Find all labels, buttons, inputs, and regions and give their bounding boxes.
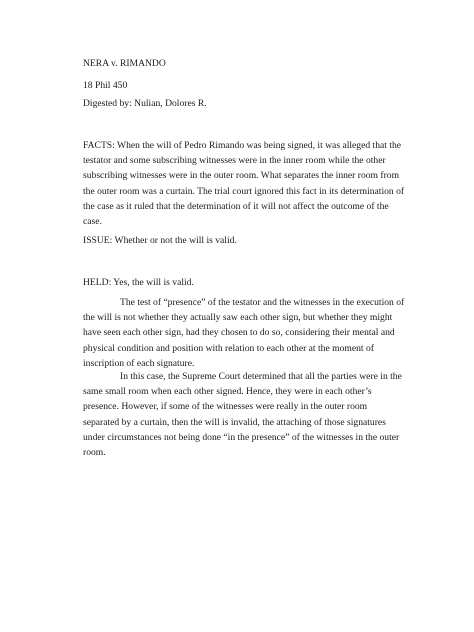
- case-citation: 18 Phil 450: [83, 80, 128, 91]
- issue-paragraph: ISSUE: Whether or not the will is valid.: [83, 235, 237, 246]
- facts-paragraph: FACTS: When the will of Pedro Rimando was being signed, it was alleged that the testator and some subscribing witnesses were in the inner room while the other subscribing witnesses were in the outer room. What separates the inner room from the outer room was a curtain. The trial court ignored this fact in its determination of the case as it ruled that the determination of it will not affect the outcome of the case.: [83, 140, 405, 228]
- case-title: NERA v. RIMANDO: [83, 58, 166, 69]
- held-paragraph-2: In this case, the Supreme Court determined that all the parties were in the same small room when each other signed. Hence, they were in each other’s presence. However, if some of the witnesses were really in the outer room separated by a curtain, then the will is invalid, the attaching of those signatures under circumstances not being done “in the presence” of the witnesses in the outer room.: [83, 371, 402, 459]
- digested-by: Digested by: Nulian, Dolores R.: [83, 98, 207, 109]
- held-heading: HELD: Yes, the will is valid.: [83, 277, 194, 288]
- held-paragraph-1: The test of “presence” of the testator and the witnesses in the execution of the will is not whether they actually saw each other sign, but whether they might have seen each other sign, had they chosen to do so, considering their mental and physical condition and position with relation to each other at the moment of inscription of each signature.: [83, 297, 405, 369]
